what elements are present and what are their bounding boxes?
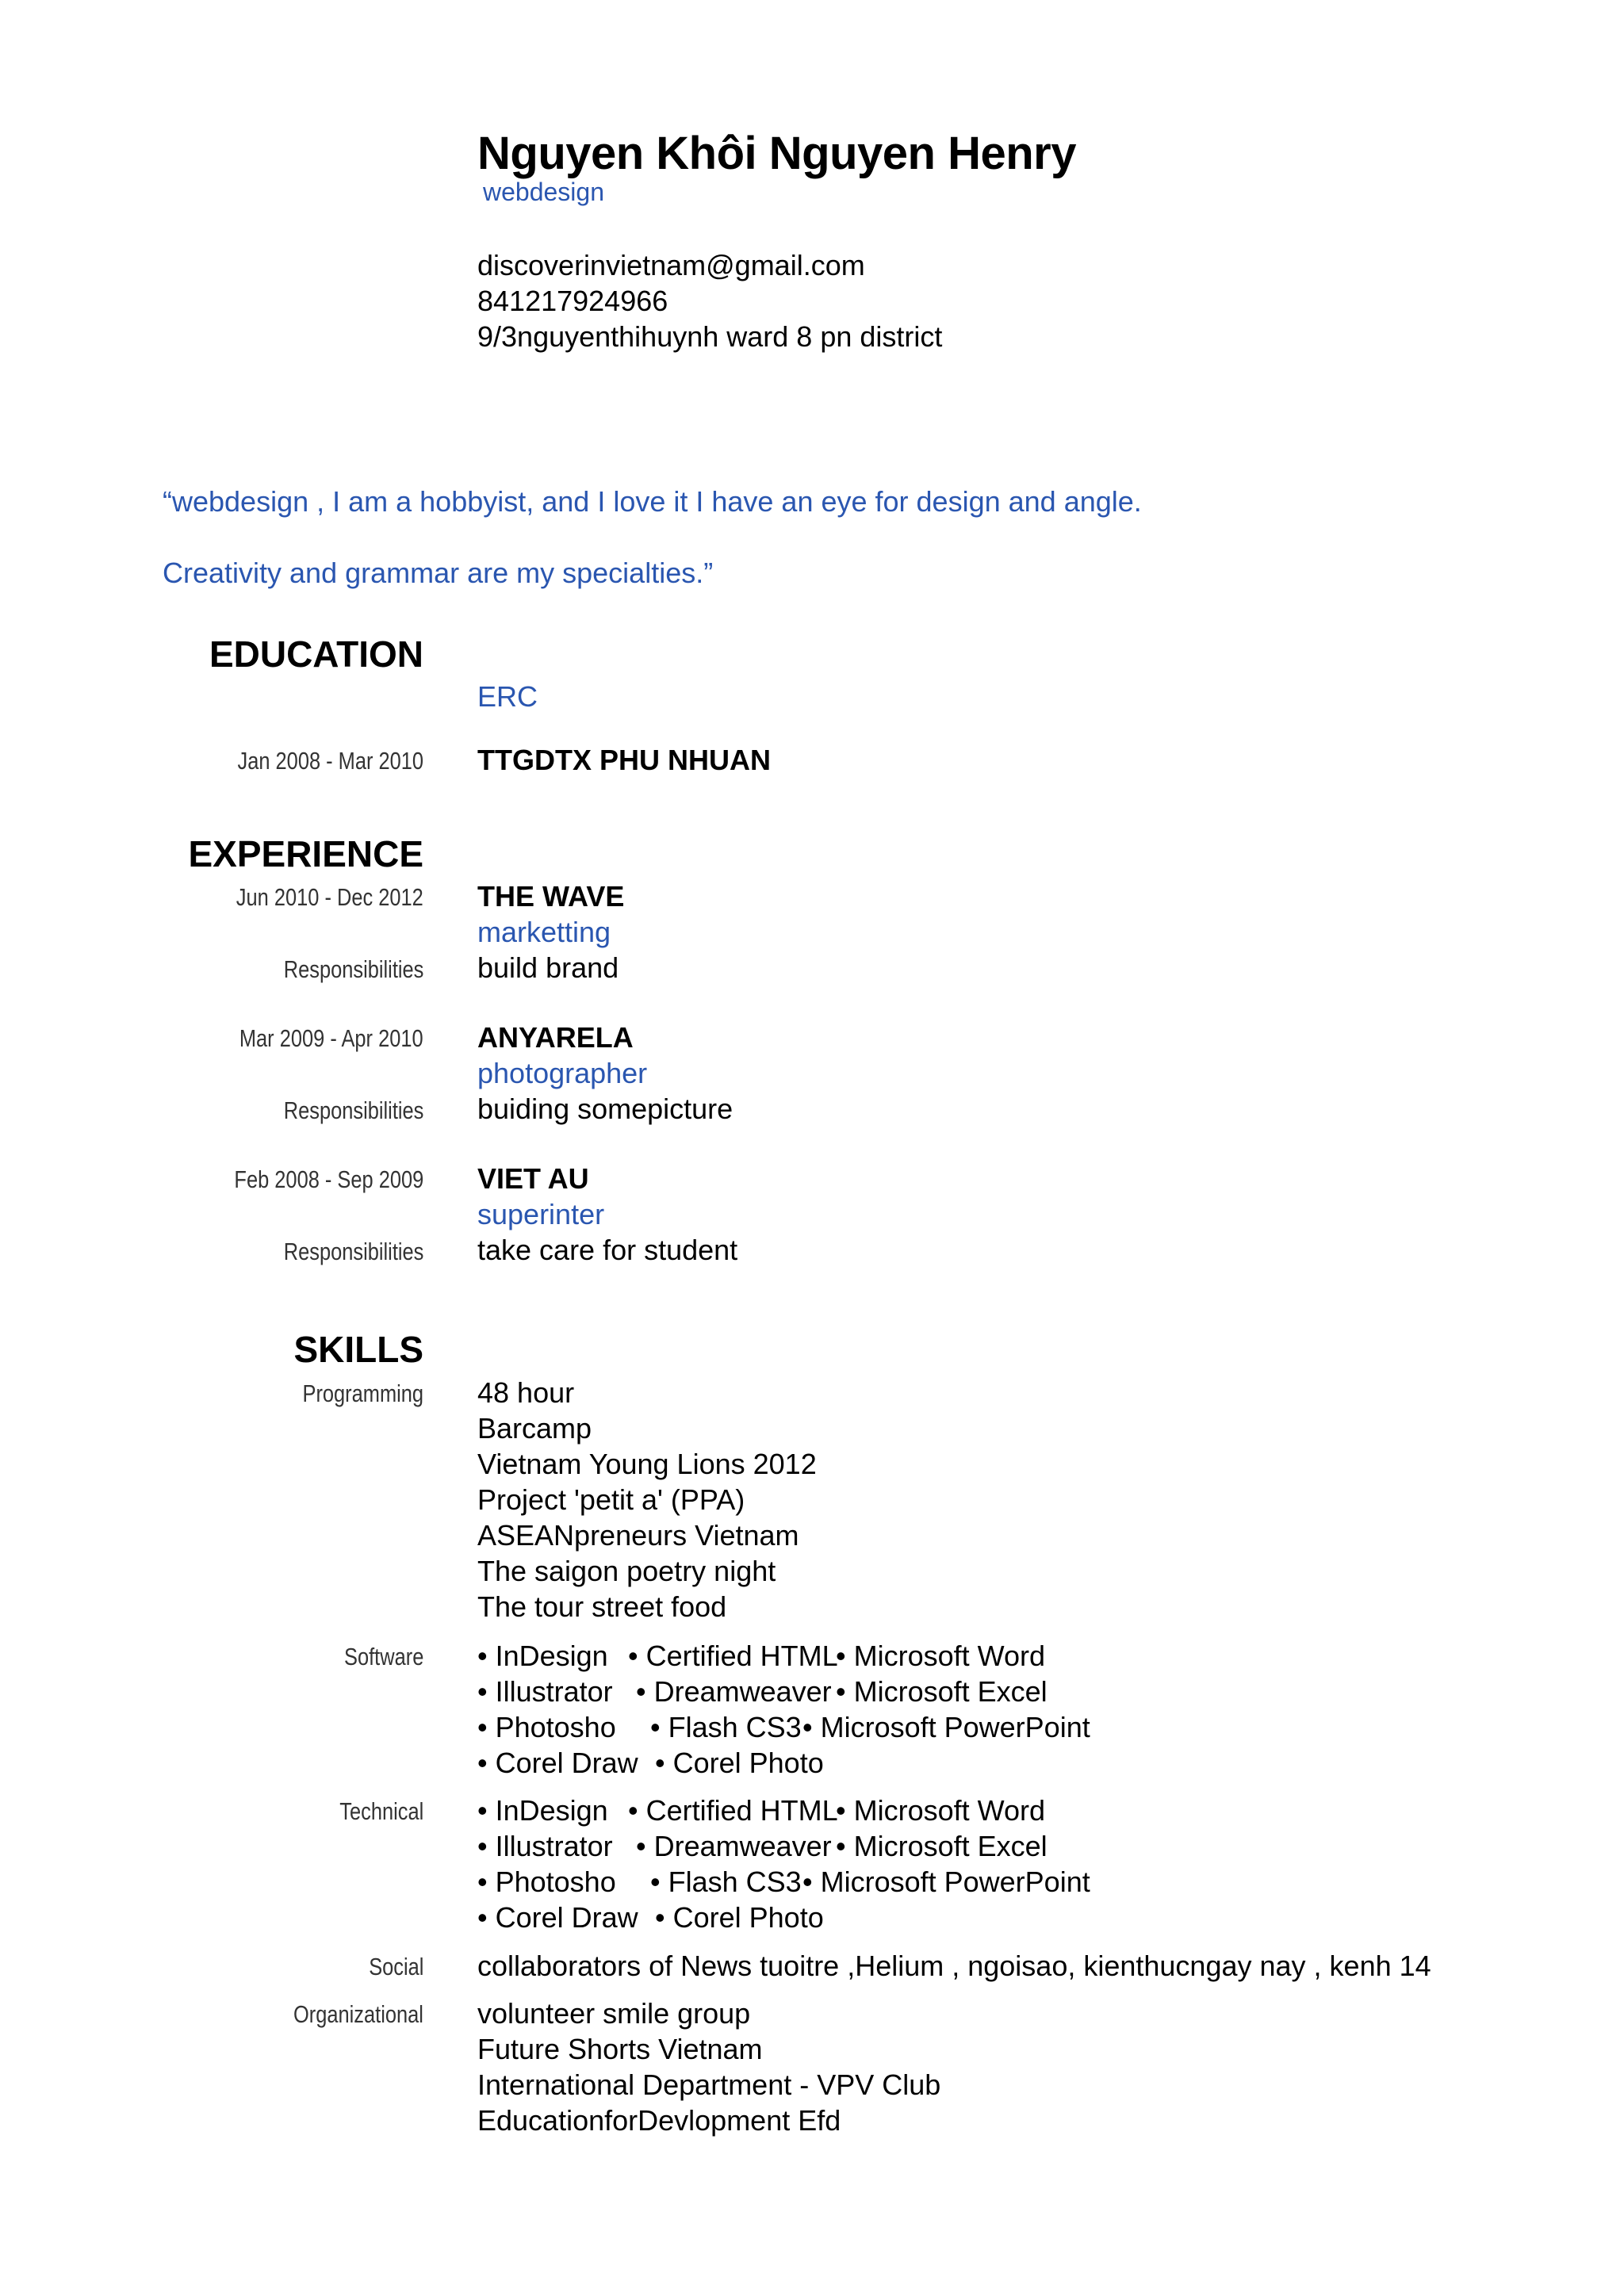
programming-label: Programming bbox=[302, 1380, 423, 1407]
experience-2-role: photographer bbox=[477, 1057, 648, 1089]
technical-skill: • Photosho bbox=[477, 1866, 616, 1898]
software-skill: • Flash CS3 bbox=[650, 1711, 802, 1743]
software-skill: • Corel Draw bbox=[477, 1747, 638, 1779]
software-skill: • Microsoft PowerPoint bbox=[802, 1711, 1090, 1743]
software-row bbox=[477, 1675, 1048, 1709]
software-skill: • Certified HTML bbox=[628, 1640, 838, 1672]
address-text: 9/3nguyenthihuynh ward 8 pn district bbox=[477, 320, 943, 353]
technical-row bbox=[477, 1830, 1048, 1863]
experience-3-role: superinter bbox=[477, 1198, 605, 1230]
technical-skill: • Corel Photo bbox=[655, 1901, 824, 1934]
experience-3-dates: Feb 2008 - Sep 2009 bbox=[234, 1165, 423, 1193]
candidate-subtitle: webdesign bbox=[483, 178, 604, 206]
technical-skill: • Illustrator bbox=[477, 1830, 613, 1862]
organizational-item: volunteer smile group bbox=[477, 1997, 751, 2030]
education-school-label: ERC bbox=[477, 680, 538, 713]
technical-skill: • Microsoft Excel bbox=[836, 1830, 1048, 1862]
technical-skill: • InDesign bbox=[477, 1794, 608, 1827]
technical-skill: • Corel Draw bbox=[477, 1901, 638, 1934]
organizational-item: Future Shorts Vietnam bbox=[477, 2033, 763, 2065]
phone-text: 841217924966 bbox=[477, 285, 668, 317]
programming-item: The saigon poetry night bbox=[477, 1555, 776, 1587]
experience-3-responsibilities-label: Responsibilities bbox=[283, 1238, 423, 1265]
technical-skill: • Microsoft PowerPoint bbox=[802, 1866, 1090, 1898]
experience-heading: EXPERIENCE bbox=[188, 833, 423, 874]
programming-item: Barcamp bbox=[477, 1412, 592, 1445]
programming-item: Vietnam Young Lions 2012 bbox=[477, 1448, 817, 1480]
experience-1-responsibilities-label: Responsibilities bbox=[283, 955, 423, 983]
software-row bbox=[477, 1747, 824, 1780]
software-skill: • Dreamweaver bbox=[636, 1675, 832, 1708]
experience-1-company: THE WAVE bbox=[477, 880, 625, 913]
experience-3-responsibilities: take care for student bbox=[477, 1234, 738, 1266]
social-label: Social bbox=[368, 1953, 423, 1980]
quote-line-2: Creativity and grammar are my specialties.” bbox=[163, 557, 714, 589]
candidate-name: Nguyen Khôi Nguyen Henry bbox=[477, 128, 1076, 179]
organizational-label: Organizational bbox=[293, 2000, 423, 2028]
technical-skill: • Flash CS3 bbox=[650, 1866, 802, 1898]
software-skill: • Microsoft Excel bbox=[836, 1675, 1048, 1708]
quote-line-1: “webdesign , I am a hobbyist, and I love it I have an eye for design and angle. bbox=[163, 485, 1142, 518]
experience-1-role: marketting bbox=[477, 916, 611, 948]
experience-3-company: VIET AU bbox=[477, 1162, 589, 1195]
education-heading: EDUCATION bbox=[209, 633, 423, 675]
experience-2-responsibilities: buiding somepicture bbox=[477, 1093, 733, 1125]
software-label: Software bbox=[343, 1643, 423, 1670]
technical-row bbox=[477, 1794, 1045, 1827]
technical-skill: • Certified HTML bbox=[628, 1794, 838, 1827]
experience-1-responsibilities: build brand bbox=[477, 951, 619, 984]
education-dates: Jan 2008 - Mar 2010 bbox=[237, 747, 423, 775]
software-skill: • Illustrator bbox=[477, 1675, 613, 1708]
programming-item: ASEANpreneurs Vietnam bbox=[477, 1519, 799, 1552]
experience-2-company: ANYARELA bbox=[477, 1021, 634, 1054]
software-skill: • Microsoft Word bbox=[836, 1640, 1045, 1672]
experience-2-responsibilities-label: Responsibilities bbox=[283, 1096, 423, 1124]
technical-row bbox=[477, 1901, 824, 1934]
organizational-item: International Department - VPV Club bbox=[477, 2068, 941, 2101]
programming-item: 48 hour bbox=[477, 1376, 575, 1409]
software-row bbox=[477, 1640, 1045, 1673]
skills-heading: SKILLS bbox=[293, 1329, 423, 1370]
programming-item: The tour street food bbox=[477, 1590, 727, 1623]
education-institution: TTGDTX PHU NHUAN bbox=[477, 744, 771, 776]
technical-skill: • Microsoft Word bbox=[836, 1794, 1045, 1827]
programming-item: Project 'petit a' (PPA) bbox=[477, 1483, 745, 1516]
technical-label: Technical bbox=[339, 1797, 423, 1825]
email-text: discoverinvietnam@gmail.com bbox=[477, 249, 865, 281]
organizational-item: EducationforDevlopment Efd bbox=[477, 2104, 841, 2137]
software-row bbox=[477, 1711, 1090, 1744]
technical-skill: • Dreamweaver bbox=[636, 1830, 832, 1862]
experience-1-dates: Jun 2010 - Dec 2012 bbox=[236, 883, 423, 911]
software-skill: • Corel Photo bbox=[655, 1747, 824, 1779]
software-skill: • InDesign bbox=[477, 1640, 608, 1672]
social-text: collaborators of News tuoitre ,Helium , ngoisao, kienthucngay nay , kenh 14 bbox=[477, 1950, 1431, 1982]
experience-2-dates: Mar 2009 - Apr 2010 bbox=[239, 1024, 423, 1052]
technical-row bbox=[477, 1866, 1090, 1899]
software-skill: • Photosho bbox=[477, 1711, 616, 1743]
